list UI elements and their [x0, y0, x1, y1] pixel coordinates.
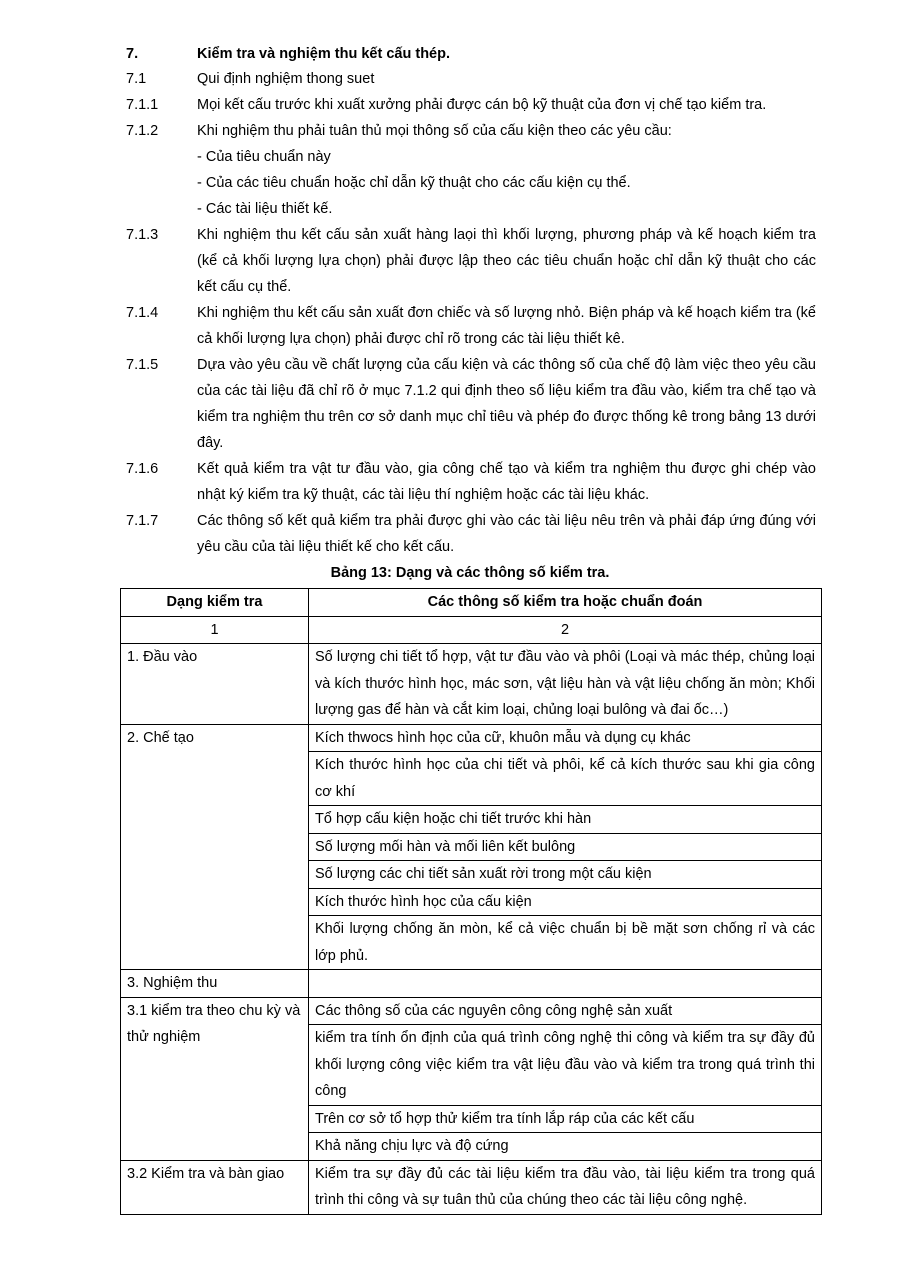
clause-body	[197, 352, 816, 456]
clause-list	[126, 66, 816, 560]
parameter-cell: Số lượng mối hàn và mối liên kết bulông	[309, 833, 822, 861]
clause-number: 7.1.6	[126, 461, 159, 477]
parameter-cell	[309, 970, 822, 998]
table-row	[121, 970, 822, 998]
section-title: Kiểm tra và nghiệm thu kết cấu thép.	[197, 46, 450, 62]
clause-number: 7.1.2	[126, 123, 159, 139]
clause-item	[126, 300, 816, 352]
clause-number: 7.1.7	[126, 513, 159, 529]
parameter-cell: Kích thước hình học của chi tiết và phôi, kể cả kích thước sau khi gia công cơ khí	[309, 752, 822, 806]
header-inspection-type: Dạng kiểm tra	[121, 589, 309, 617]
parameter-cell: Trên cơ sở tổ hợp thử kiểm tra tính lắp ráp của các kết cấu	[309, 1105, 822, 1133]
inspection-type-cell: 3.2 Kiểm tra và bàn giao	[121, 1160, 309, 1214]
clause-body	[197, 118, 816, 222]
inspection-type-cell: 1. Đầu vào	[121, 644, 309, 725]
inspection-table	[120, 588, 822, 1215]
column-number-2: 2	[309, 616, 822, 644]
table-body	[121, 644, 822, 1215]
clause-body	[197, 92, 816, 118]
clause-number: 7.1.1	[126, 97, 159, 113]
table-row	[121, 997, 822, 1025]
clause-text: - Các tài liệu thiết kế.	[197, 201, 333, 217]
clause-body	[197, 456, 816, 508]
parameter-cell: Số lượng các chi tiết sản xuất rời trong một cấu kiện	[309, 861, 822, 889]
clause-text: Mọi kết cấu trước khi xuất xưởng phải được cán bộ kỹ thuật của đơn vị chế tạo kiểm tra.	[197, 97, 767, 113]
parameter-cell: Kích thwocs hình học của cữ, khuôn mẫu và dụng cụ khác	[309, 724, 822, 752]
clause-item	[126, 508, 816, 560]
clause-body	[197, 66, 816, 92]
clause-text: Khi nghiệm thu kết cấu sản xuất hàng laọi thì khối lượng, phương pháp và kế hoạch kiểm tra (kể cả khối lượng lựa chọn) phải được lập theo các tiêu chuẩn hoặc chỉ dẫn kỹ thuật cho các kết cấu cụ thể.	[197, 227, 816, 295]
clause-body	[197, 508, 816, 560]
table-row	[121, 1160, 822, 1214]
parameter-cell: Số lượng chi tiết tổ hợp, vật tư đầu vào và phôi (Loại và mác thép, chủng loại và kích thước hình học, mác sơn, vật liệu hàn và vật liệu chống ăn mòn; Khối lượng gas để hàn và cắt kim loại, chủng loại bulông và đai ốc…)	[309, 644, 822, 725]
clause-number: 7.1	[126, 71, 147, 87]
clause-text: - Của tiêu chuẩn này	[197, 149, 331, 165]
clause-item	[126, 92, 816, 118]
clause-item	[126, 118, 816, 222]
inspection-type-cell: 3. Nghiệm thu	[121, 970, 309, 998]
parameter-cell: Kiểm tra sự đầy đủ các tài liệu kiểm tra đầu vào, tài liệu kiểm tra trong quá trình thi công và sự tuân thủ của chúng theo các tài liệu công nghệ.	[309, 1160, 822, 1214]
clause-text: Khi nghiệm thu phải tuân thủ mọi thông số của cấu kiện theo các yêu cầu:	[197, 123, 672, 139]
clause-text: Các thông số kết quả kiểm tra phải được ghi vào các tài liệu nêu trên và phải đáp ứng đúng với yêu cầu của tài liệu thiết kế cho kết cấu.	[197, 513, 816, 555]
inspection-type-cell: 3.1 kiểm tra theo chu kỳ và thử nghiệm	[121, 997, 309, 1160]
clause-number: 7.1.5	[126, 357, 159, 373]
clause-item	[126, 352, 816, 456]
table-header-row	[121, 589, 822, 617]
table-row	[121, 724, 822, 752]
parameter-cell: Kích thước hình học của cấu kiện	[309, 888, 822, 916]
column-number-1: 1	[121, 616, 309, 644]
table-caption: Bảng 13: Dạng và các thông số kiểm tra.	[330, 565, 610, 581]
parameter-cell: Khả năng chịu lực và độ cứng	[309, 1133, 822, 1161]
clause-text: Dựa vào yêu cầu về chất lượng của cấu kiện và các thông số của chế độ làm việc theo yêu cầu của các tài liệu đã chỉ rõ ở mục 7.1.2 qui định theo số liệu kiểm tra đầu vào, kiểm tra chế tạo và kiểm tra nghiệm thu trên cơ sở danh mục chỉ tiêu và phép đo được thống kê trong bảng 13 dưới đây.	[197, 357, 816, 451]
table-column-number-row	[121, 616, 822, 644]
clause-text: Qui định nghiệm thong suet	[197, 71, 375, 87]
clause-number: 7.1.4	[126, 305, 159, 321]
table-row	[121, 644, 822, 725]
clause-body	[197, 300, 816, 352]
clause-body	[197, 222, 816, 300]
inspection-type-cell: 2. Chế tạo	[121, 724, 309, 970]
clause-item	[126, 66, 816, 92]
section-number: 7.	[126, 46, 139, 62]
clause-text: - Của các tiêu chuẩn hoặc chỉ dẫn kỹ thuật cho các cấu kiện cụ thể.	[197, 175, 631, 191]
parameter-cell: Tổ hợp cấu kiện hoặc chi tiết trước khi hàn	[309, 806, 822, 834]
parameter-cell: kiểm tra tính ổn định của quá trình công nghệ thi công và kiểm tra sự đầy đủ khối lượng công việc kiểm tra vật liệu đầu vào và kiểm tra trong quá trình thi công	[309, 1025, 822, 1106]
clause-item	[126, 456, 816, 508]
header-parameters: Các thông số kiểm tra hoặc chuẩn đoán	[309, 589, 822, 617]
parameter-cell: Khối lượng chống ăn mòn, kể cả việc chuẩn bị bề mặt sơn chống rỉ và các lớp phủ.	[309, 916, 822, 970]
clause-text: Khi nghiệm thu kết cấu sản xuất đơn chiếc và số lượng nhỏ. Biện pháp và kế hoạch kiểm tra (kể cả khối lượng lựa chọn) phải được chỉ rõ trong các tài liệu thiết kê.	[197, 305, 816, 347]
clause-number: 7.1.3	[126, 227, 159, 243]
clause-text: Kết quả kiểm tra vật tư đầu vào, gia công chế tạo và kiểm tra nghiệm thu được ghi chép vào nhật ký kiểm tra kỹ thuật, các tài liệu thí nghiệm hoặc các tài liệu khác.	[197, 461, 816, 503]
clause-item	[126, 222, 816, 300]
parameter-cell: Các thông số của các nguyên công công nghệ sản xuất	[309, 997, 822, 1025]
